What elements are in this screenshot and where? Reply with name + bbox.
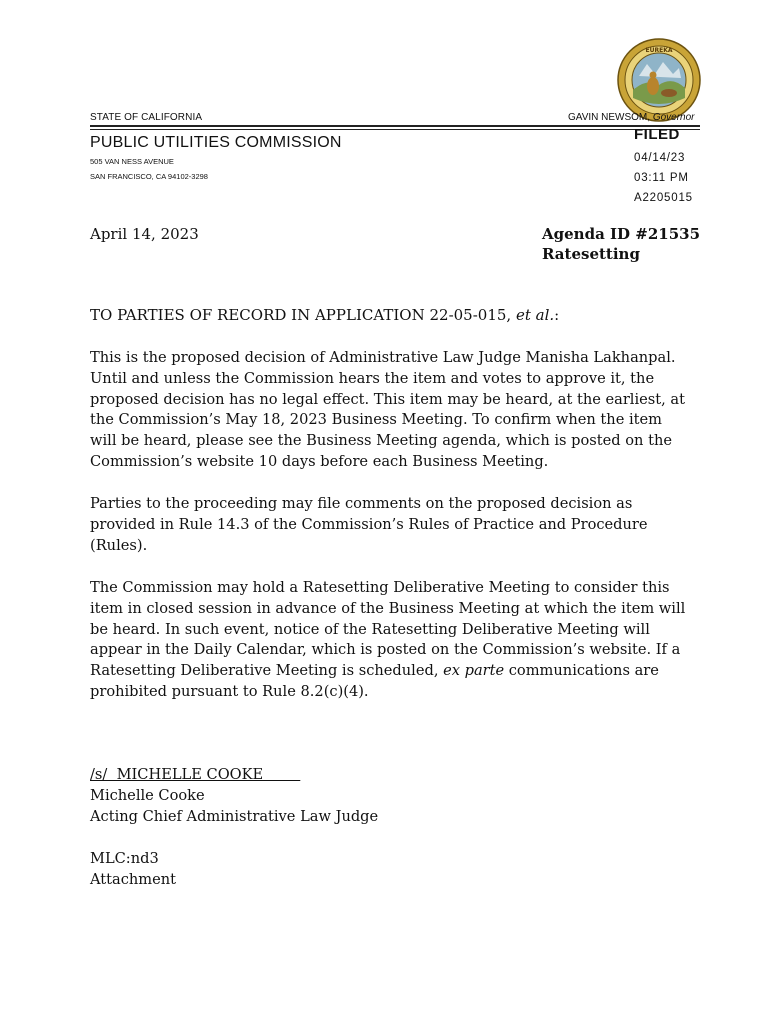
- paragraph-comments: [90, 494, 690, 556]
- address-line-1: 505 VAN NESS AVENUE: [90, 157, 174, 166]
- salutation-suffix: :: [554, 306, 560, 324]
- ex-parte-italic: ex parte: [443, 662, 505, 680]
- signature-line: /s/ MICHELLE COOKE: [90, 766, 301, 783]
- paragraph-line: This is the proposed decision of Administrative Law Judge Manisha Lakhanpal.: [90, 349, 676, 366]
- governor-name: GAVIN NEWSOM,: [568, 112, 651, 123]
- filed-stamp-id: A2205015: [634, 192, 693, 204]
- salutation: [90, 306, 559, 324]
- paragraph-line: the Commission’s May 18, 2023 Business Meeting. To confirm when the item: [90, 411, 662, 429]
- signer-title: Acting Chief Administrative Law Judge: [90, 808, 379, 825]
- commission-name: PUBLIC UTILITIES COMMISSION: [90, 134, 342, 151]
- salutation-italic: et al.: [515, 306, 555, 324]
- paragraph-deliberative-meeting: [90, 578, 690, 703]
- filed-stamp-date: 04/14/23: [634, 152, 686, 164]
- address-line-2: SAN FRANCISCO, CA 94102-3298: [90, 172, 208, 181]
- governor-title: Governor: [652, 112, 695, 123]
- paragraph-line: provided in Rule 14.3 of the Commission’s Rules of Practice and Procedure: [90, 515, 648, 533]
- agenda-id: Agenda ID #21535: [542, 225, 701, 243]
- state-label: STATE OF CALIFORNIA: [90, 112, 203, 123]
- paragraph-line: prohibited pursuant to Rule 8.2(c)(4).: [90, 682, 369, 700]
- salutation-prefix: TO PARTIES OF RECORD IN APPLICATION 22-05-015,: [90, 306, 516, 324]
- paragraph-line: be heard. In such event, notice of the Ratesetting Deliberative Meeting will: [90, 620, 650, 638]
- paragraph-line: item in closed session in advance of the Business Meeting at which the item will: [90, 599, 686, 617]
- filed-stamp-time: 03:11 PM: [634, 172, 689, 184]
- reference-initials: MLC:nd3: [90, 850, 159, 867]
- svg-text:EUREKA: EUREKA: [645, 47, 673, 54]
- paragraph-line: Parties to the proceeding may file comments on the proposed decision as: [90, 495, 633, 512]
- filed-stamp-label: FILED: [634, 126, 680, 143]
- paragraph-line: [90, 661, 690, 682]
- paragraph-line: will be heard, please see the Business Meeting agenda, which is posted on the: [90, 432, 672, 450]
- letterhead-rule-thin: [90, 129, 700, 130]
- paragraph-line: Until and unless the Commission hears the item and votes to approve it, the: [90, 369, 655, 387]
- paragraph-line: Commission’s website 10 days before each Business Meeting.: [90, 452, 549, 470]
- paragraph-line: (Rules).: [90, 536, 148, 554]
- paragraph-line: appear in the Daily Calendar, which is posted on the Commission’s website. If a: [90, 641, 681, 659]
- letterhead-rule-thick: [90, 125, 700, 127]
- california-state-seal-icon: [617, 38, 701, 122]
- paragraph-line-prefix: Ratesetting Deliberative Meeting is scheduled,: [90, 662, 444, 680]
- agenda-type: Ratesetting: [542, 245, 640, 263]
- attachment-note: Attachment: [90, 871, 177, 888]
- paragraph-proposed-decision: [90, 348, 690, 473]
- paragraph-line-suffix: communications are: [504, 662, 659, 680]
- governor-line: [568, 112, 695, 123]
- paragraph-line: The Commission may hold a Ratesetting Deliberative Meeting to consider this: [90, 579, 670, 596]
- signer-name: Michelle Cooke: [90, 787, 205, 804]
- letter-date: April 14, 2023: [90, 225, 199, 243]
- paragraph-line: proposed decision has no legal effect. This item may be heard, at the earliest, at: [90, 390, 685, 408]
